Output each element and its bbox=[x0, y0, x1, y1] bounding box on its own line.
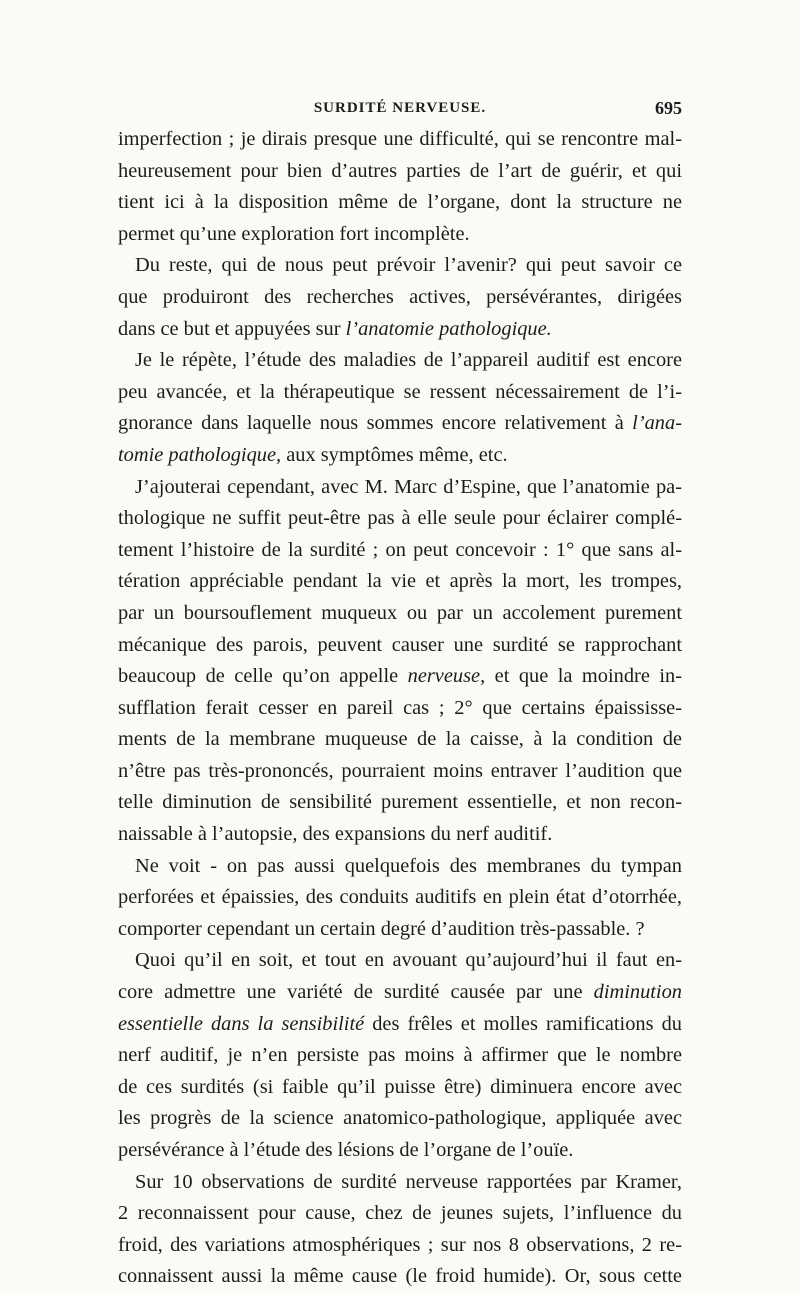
text-line bbox=[118, 1072, 682, 1104]
text-run: 2 reconnaissent pour cause, chez de jeunes sujets, l’influence du bbox=[118, 1202, 682, 1225]
text-run: telle diminution de sensibilité purement essentielle, et non recon- bbox=[118, 791, 682, 814]
text-line bbox=[118, 282, 682, 314]
text-run: Sur 10 observations de surdité nerveuse rapportées par Kramer, bbox=[135, 1170, 682, 1193]
text-line bbox=[118, 1261, 682, 1293]
text-line bbox=[118, 566, 682, 598]
text-run: par un boursouflement muqueux ou par un accolement purement bbox=[118, 601, 682, 624]
text-line bbox=[118, 377, 682, 409]
text-line bbox=[118, 819, 682, 851]
text-line bbox=[118, 219, 682, 251]
text-run: persévérance à l’étude des lésions de l’organe de l’ouïe. bbox=[118, 1139, 574, 1161]
text-run: naissable à l’autopsie, des expansions du nerf auditif. bbox=[118, 823, 553, 846]
text-run: froid, des variations atmosphériques ; sur nos 8 observations, 2 re- bbox=[118, 1233, 682, 1256]
text-run: Quoi qu’il en soit, et tout en avouant qu’aujourd’hui il faut en- bbox=[135, 949, 682, 972]
text-line bbox=[118, 440, 682, 472]
text-run: beaucoup de celle qu’on appelle bbox=[118, 665, 408, 688]
running-head bbox=[118, 100, 682, 124]
text-run: tement l’histoire de la surdité ; on peut concevoir : 1° que sans al- bbox=[118, 538, 682, 561]
text-line bbox=[118, 1135, 682, 1167]
text-line bbox=[118, 756, 682, 788]
text-run: imperfection ; je dirais presque une difficulté, qui se rencontre mal- bbox=[118, 128, 682, 150]
italic-text: l’anatomie pathologique. bbox=[345, 317, 552, 340]
text-line bbox=[118, 345, 682, 377]
text-line bbox=[118, 630, 682, 662]
italic-text: tomie pathologique, bbox=[118, 443, 282, 466]
text-line bbox=[118, 787, 682, 819]
text-run: comporter cependant un certain degré d’audition très-passable. ? bbox=[118, 917, 645, 940]
text-line bbox=[118, 977, 682, 1009]
text-run: Je le répète, l’étude des maladies de l’appareil auditif est encore bbox=[135, 349, 682, 372]
text-run: de ces surdités (si faible qu’il puisse être) diminuera encore avec bbox=[118, 1075, 682, 1098]
italic-text: essentielle dans la sensibilité bbox=[118, 1012, 365, 1035]
text-line bbox=[118, 124, 682, 156]
text-run: connaissent aussi la même cause (le froid humide). Or, sous cette bbox=[118, 1265, 682, 1288]
text-line bbox=[118, 250, 682, 282]
text-line bbox=[118, 914, 682, 946]
text-line bbox=[118, 314, 682, 346]
text-run: Ne voit - on pas aussi quelquefois des membranes du tympan bbox=[135, 854, 682, 877]
text-run: perforées et épaissies, des conduits auditifs en plein état d’otorrhée, bbox=[118, 886, 682, 909]
text-line bbox=[118, 1167, 682, 1199]
text-run: que produiront des recherches actives, persévérantes, dirigées bbox=[118, 285, 682, 308]
italic-text: l’ana- bbox=[632, 412, 682, 435]
text-line bbox=[118, 1040, 682, 1072]
text-line bbox=[118, 535, 682, 567]
text-line bbox=[118, 945, 682, 977]
text-line bbox=[118, 472, 682, 504]
text-line bbox=[118, 187, 682, 219]
text-line bbox=[118, 693, 682, 725]
text-run: sufflation ferait cesser en pareil cas ; 2° que certains épaississe- bbox=[118, 696, 682, 719]
page-number: 695 bbox=[655, 98, 682, 118]
text-run: aux symptômes même, etc. bbox=[281, 443, 508, 466]
text-run: n’être pas très-prononcés, pourraient moins entraver l’audition que bbox=[118, 759, 682, 782]
text-line bbox=[118, 724, 682, 756]
text-run: tération appréciable pendant la vie et après la mort, les trompes, bbox=[118, 570, 682, 593]
body-text bbox=[118, 124, 682, 1293]
text-line bbox=[118, 1009, 682, 1041]
text-line bbox=[118, 598, 682, 630]
text-line bbox=[118, 1198, 682, 1230]
text-run: thologique ne suffit peut-être pas à elle seule pour éclairer complé- bbox=[118, 507, 682, 530]
text-run: peu avancée, et la thérapeutique se ressent nécessairement de l’i- bbox=[118, 380, 682, 403]
text-run: des frêles et molles ramifications du bbox=[364, 1012, 682, 1035]
running-title: SURDITÉ NERVEUSE. bbox=[313, 100, 487, 116]
text-run: ments de la membrane muqueuse de la caisse, à la condition de bbox=[118, 728, 682, 751]
text-run: permet qu’une exploration fort incomplète. bbox=[118, 222, 470, 245]
text-run: gnorance dans laquelle nous sommes encore relativement à bbox=[118, 412, 633, 435]
text-run: core admettre une variété de surdité causée par une bbox=[118, 981, 594, 1004]
text-line bbox=[118, 882, 682, 914]
text-run: dans ce but et appuyées sur bbox=[118, 317, 346, 340]
text-line bbox=[118, 661, 682, 693]
text-run: nerf auditif, je n’en persiste pas moins à affirmer que le nombre bbox=[118, 1044, 682, 1067]
text-run: Du reste, qui de nous peut prévoir l’avenir? qui peut savoir ce bbox=[135, 254, 682, 277]
text-line bbox=[118, 851, 682, 883]
italic-text: nerveuse, bbox=[407, 665, 486, 688]
text-run: tient ici à la disposition même de l’organe, dont la structure ne bbox=[118, 191, 682, 214]
text-run: et que la moindre in- bbox=[485, 665, 682, 688]
text-run: J’ajouterai cependant, avec M. Marc d’Espine, que l’anatomie pa- bbox=[135, 475, 682, 498]
italic-text: diminution bbox=[593, 981, 682, 1004]
text-line bbox=[118, 408, 682, 440]
text-line bbox=[118, 1230, 682, 1262]
text-line bbox=[118, 156, 682, 188]
text-line bbox=[118, 1103, 682, 1135]
text-run: les progrès de la science anatomico-pathologique, appliquée avec bbox=[118, 1107, 682, 1130]
text-line bbox=[118, 503, 682, 535]
text-run: mécanique des parois, peuvent causer une surdité se rapprochant bbox=[118, 633, 682, 656]
text-run: heureusement pour bien d’autres parties de l’art de guérir, et qui bbox=[118, 159, 682, 182]
